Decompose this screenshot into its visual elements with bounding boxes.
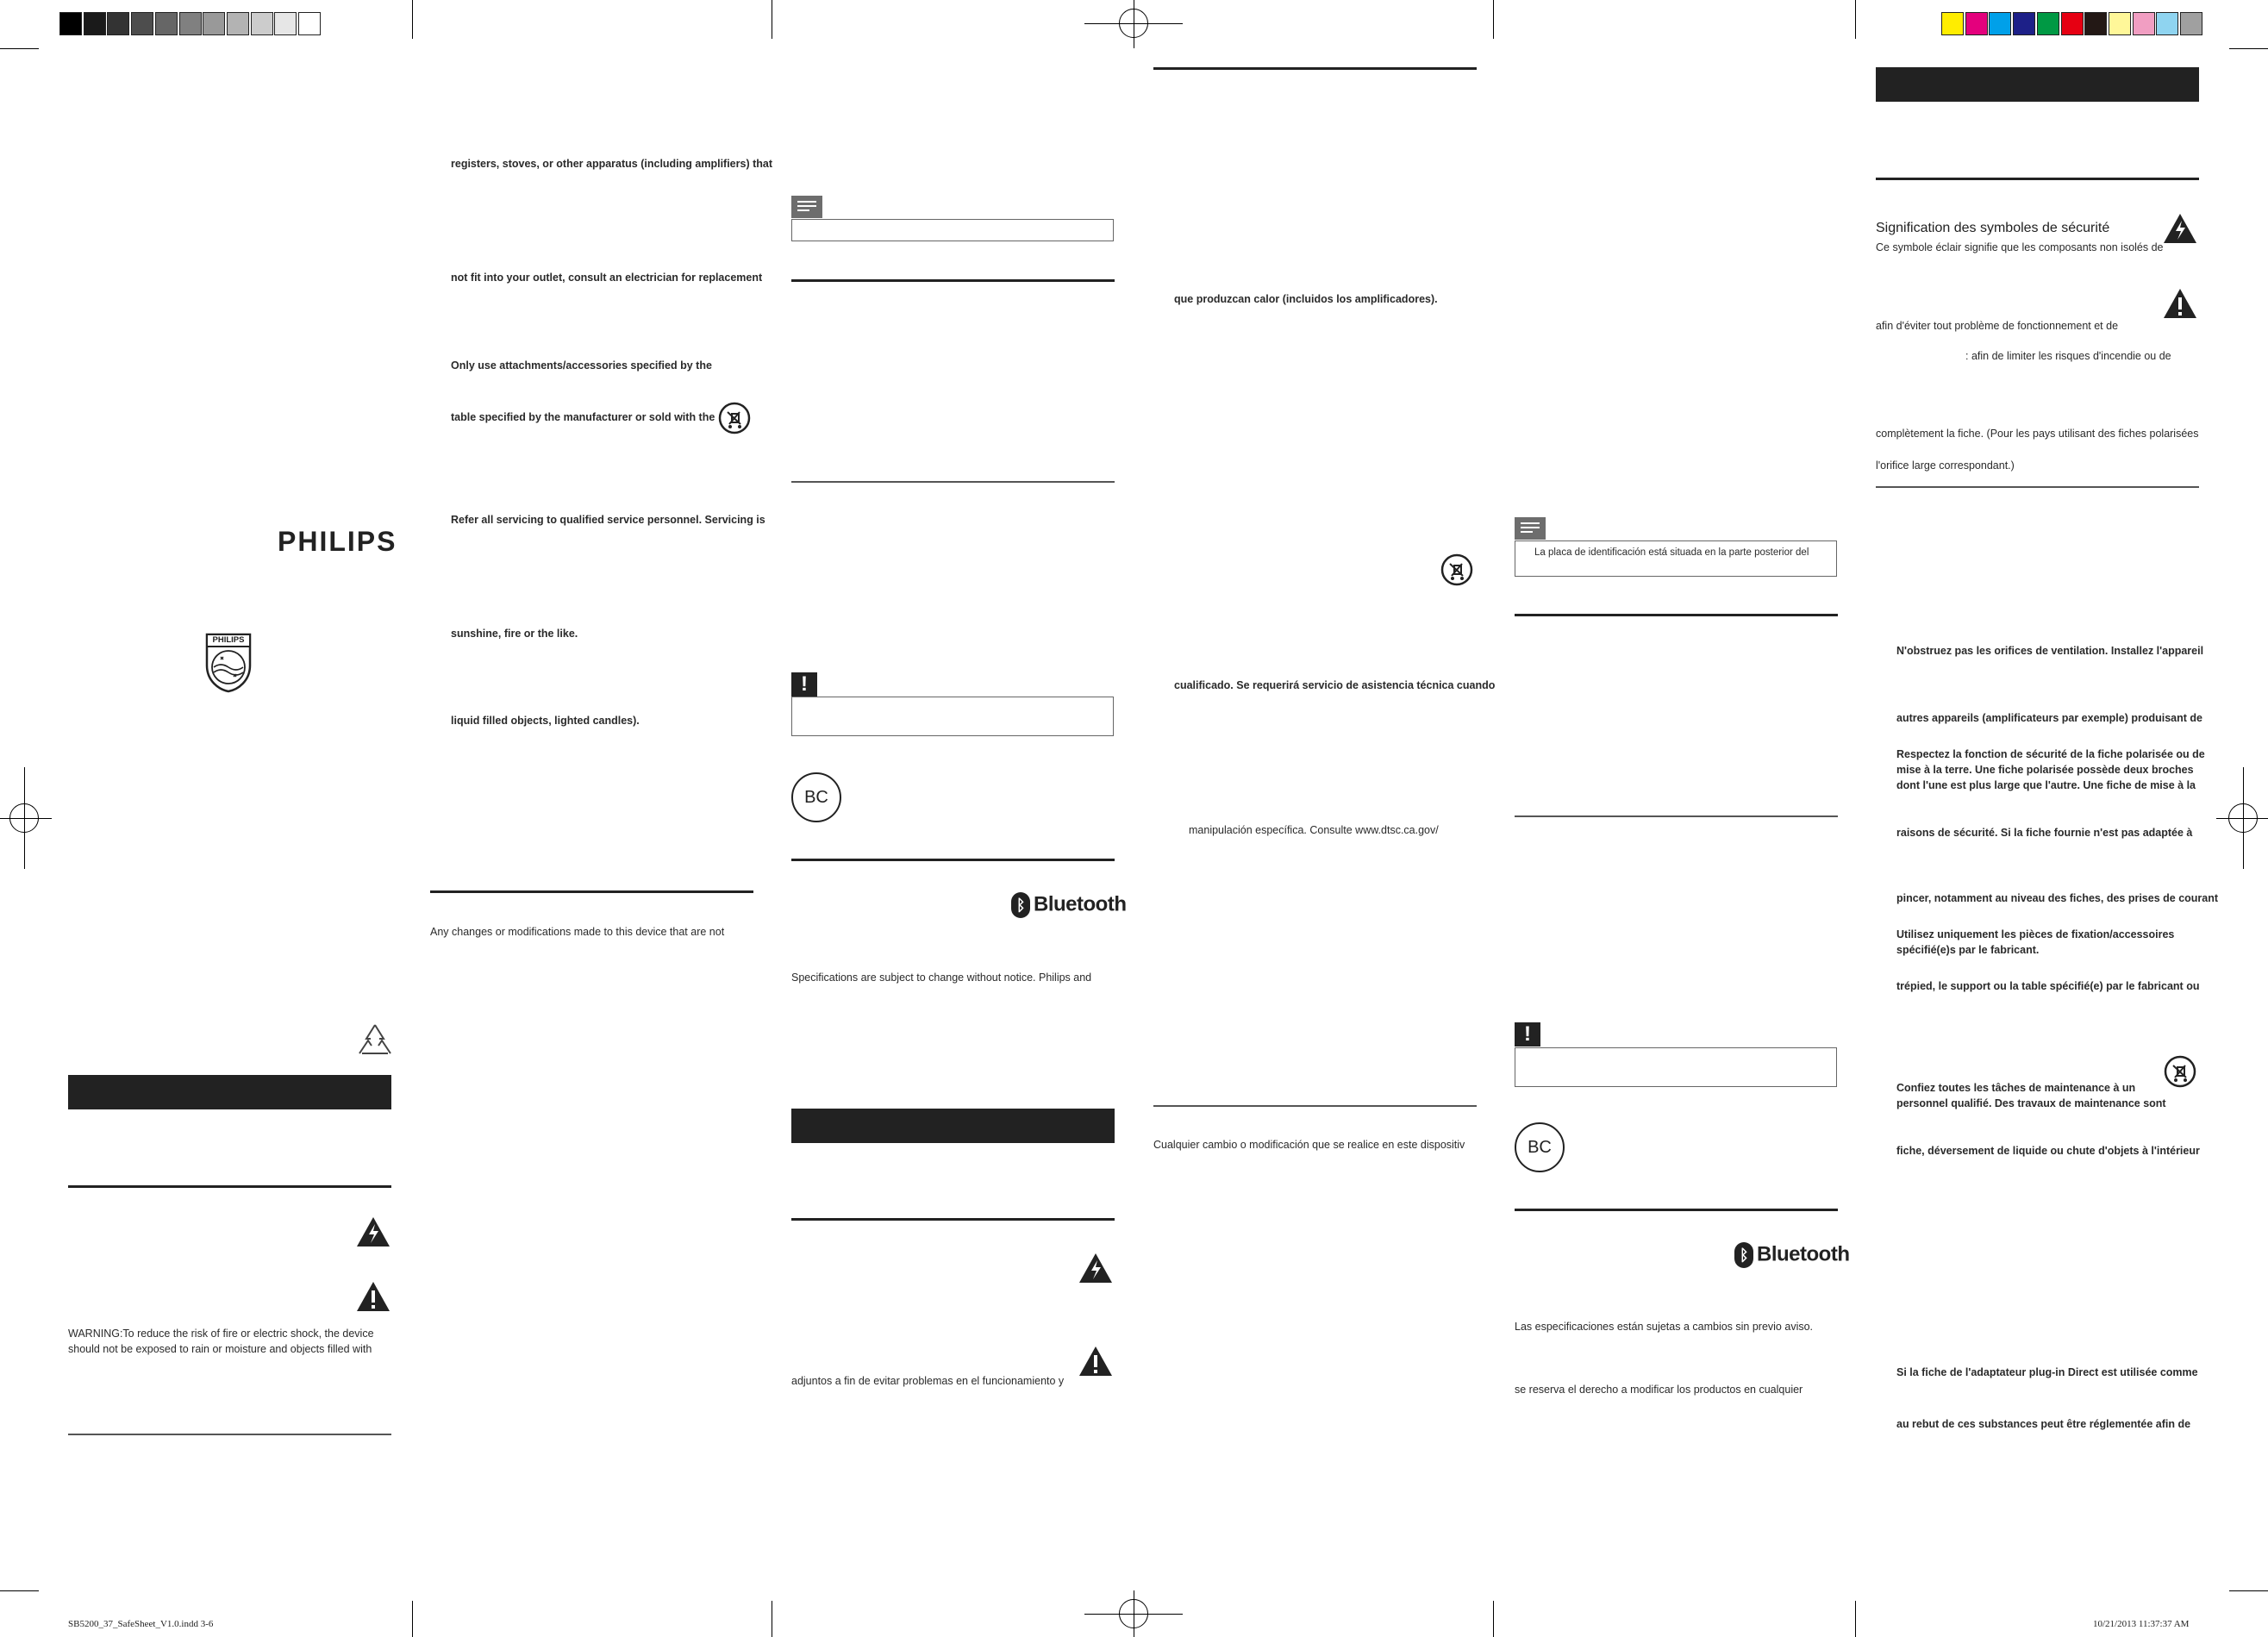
cart-tip-icon — [2164, 1055, 2196, 1092]
section-divider — [791, 1218, 1115, 1221]
french-safety-line: trépied, le support ou la table spécifié(e) par le fabricant ou — [1896, 980, 2200, 992]
section-divider — [1515, 1209, 1838, 1211]
safety-symbols-heading: Signification des symboles de sécurité — [1876, 221, 2110, 235]
calibration-swatch — [155, 12, 178, 35]
french-line: complètement la fiche. (Pour les pays utilisant des fiches polarisées — [1876, 428, 2199, 440]
crop-mark — [412, 0, 413, 39]
shield-label: PHILIPS — [212, 635, 245, 645]
exclamation-warning-icon — [355, 1280, 391, 1317]
crop-mark — [0, 1590, 39, 1591]
warning-line-1: WARNING:To reduce the risk of fire or electric shock, the device — [68, 1328, 374, 1340]
cart-tip-icon — [1440, 553, 1473, 590]
bluetooth-logo — [1734, 1242, 1849, 1268]
calibration-swatch — [2037, 12, 2059, 35]
philips-shield-icon — [203, 631, 253, 693]
french-safety-line: Utilisez uniquement les pièces de fixation/accessoires — [1896, 928, 2175, 940]
safety-line: cualificado. Se requerirá servicio de asistencia técnica cuando — [1174, 679, 1496, 691]
calibration-swatch — [2156, 12, 2178, 35]
bluetooth-label: Bluetooth — [1034, 892, 1127, 916]
section-divider — [1876, 178, 2199, 180]
french-line: afin d'éviter tout problème de fonctionnement et de — [1876, 320, 2119, 332]
french-safety-line: Respectez la fonction de sécurité de la fiche polarisée ou de — [1896, 748, 2205, 760]
french-line: l'orifice large correspondant.) — [1876, 459, 2015, 472]
caution-box — [1515, 1047, 1837, 1087]
calibration-swatch — [179, 12, 202, 35]
bluetooth-logo — [1011, 892, 1126, 918]
crop-mark — [412, 1601, 413, 1637]
note-icon — [791, 196, 822, 218]
calibration-swatch — [2013, 12, 2035, 35]
crop-mark — [2229, 48, 2268, 49]
calibration-swatch — [1965, 12, 1988, 35]
safety-line: table specified by the manufacturer or sold with the — [451, 411, 715, 423]
section-divider — [791, 481, 1115, 483]
note-text: La placa de identificación está situada en la parte posterior del — [1534, 547, 1809, 558]
safety-line: Only use attachments/accessories specified by the — [451, 359, 712, 372]
safety-line: manipulación específica. Consulte www.dtsc.ca.gov/ — [1189, 824, 1439, 836]
section-divider — [1515, 614, 1838, 616]
french-safety-line: N'obstruez pas les orifices de ventilation. Installez l'appareil — [1896, 645, 2204, 657]
safety-line: Refer all servicing to qualified service personnel. Servicing is — [451, 514, 765, 526]
bluetooth-label: Bluetooth — [1757, 1242, 1850, 1266]
calibration-swatch — [107, 12, 129, 35]
section-divider — [1876, 486, 2199, 488]
french-line: : afin de limiter les risques d'incendie ou de — [1965, 350, 2171, 362]
calibration-swatch — [2109, 12, 2131, 35]
lightning-warning-icon — [1078, 1252, 1114, 1289]
specs-line: Las especificaciones están sujetas a cambios sin previo aviso. — [1515, 1321, 1814, 1333]
bc-mark-icon: BC — [791, 772, 841, 822]
french-safety-line: spécifié(e)s par le fabricant. — [1896, 944, 2040, 956]
crop-mark — [1493, 1601, 1494, 1637]
reserve-line: se reserva el derecho a modificar los productos en cualquier — [1515, 1384, 1803, 1396]
calibration-swatch — [2061, 12, 2084, 35]
section-divider — [430, 890, 753, 893]
crop-mark — [0, 48, 39, 49]
caution-box — [791, 697, 1114, 736]
calibration-swatch — [274, 12, 297, 35]
french-safety-line: au rebut de ces substances peut être réglementée afin de — [1896, 1418, 2191, 1430]
registration-mark-line — [2243, 767, 2244, 869]
cart-tip-icon — [718, 402, 751, 439]
french-safety-line: fiche, déversement de liquide ou chute d'objets à l'intérieur — [1896, 1145, 2200, 1157]
philips-wordmark: PHILIPS — [278, 526, 397, 557]
calibration-swatch — [59, 12, 82, 35]
caution-icon: ! — [1515, 1022, 1540, 1047]
caution-icon: ! — [791, 672, 817, 697]
lightning-warning-icon — [355, 1215, 391, 1253]
bluetooth-icon: ᛒ — [1011, 892, 1030, 918]
calibration-swatch — [251, 12, 273, 35]
bc-mark-icon: BC — [1515, 1122, 1565, 1172]
crop-mark — [1855, 1601, 1856, 1637]
calibration-swatch — [2180, 12, 2202, 35]
section-title-bar — [68, 1075, 391, 1109]
fcc-line: Any changes or modifications made to this device that are not — [430, 926, 725, 938]
safety-line: sunshine, fire or the like. — [451, 628, 578, 640]
french-safety-line: raisons de sécurité. Si la fiche fournie n'est pas adaptée à — [1896, 827, 2193, 839]
section-divider — [1515, 815, 1838, 817]
safety-line: liquid filled objects, lighted candles). — [451, 715, 640, 727]
calibration-swatch — [1989, 12, 2011, 35]
file-slug: SB5200_37_SafeSheet_V1.0.indd 3-6 — [68, 1619, 214, 1629]
registration-mark-line — [2216, 818, 2268, 819]
french-safety-line: pincer, notamment au niveau des fiches, des prises de courant — [1896, 892, 2219, 904]
section-divider — [68, 1434, 391, 1435]
section-title-bar — [1876, 67, 2199, 102]
section-divider — [1153, 67, 1477, 70]
calibration-swatch — [131, 12, 153, 35]
spanish-line: adjuntos a fin de evitar problemas en el funcionamiento y — [791, 1375, 1065, 1387]
french-safety-line: Si la fiche de l'adaptateur plug-in Direct est utilisée comme — [1896, 1366, 2198, 1378]
french-line: Ce symbole éclair signifie que les composants non isolés de — [1876, 241, 2164, 253]
warning-line-2: should not be exposed to rain or moisture and objects filled with — [68, 1343, 372, 1355]
calibration-swatch — [203, 12, 225, 35]
exclamation-warning-icon — [1078, 1345, 1114, 1382]
calibration-swatch — [2084, 12, 2107, 35]
calibration-swatch — [2133, 12, 2155, 35]
section-divider — [791, 859, 1115, 861]
safety-line: not fit into your outlet, consult an electrician for replacement — [451, 272, 763, 284]
calibration-swatch — [1941, 12, 1964, 35]
crop-mark — [2229, 1590, 2268, 1591]
registration-mark-line — [24, 767, 25, 869]
safety-line: registers, stoves, or other apparatus (including amplifiers) that — [451, 158, 772, 170]
french-safety-line: mise à la terre. Une fiche polarisée possède deux broches — [1896, 764, 2194, 776]
fcc-line: Cualquier cambio o modificación que se realice en este dispositiv — [1153, 1139, 1465, 1151]
french-safety-line: dont l'une est plus large que l'autre. Une fiche de mise à la — [1896, 779, 2196, 791]
bluetooth-icon: ᛒ — [1734, 1242, 1753, 1268]
lightning-warning-icon — [2162, 212, 2198, 249]
note-box — [791, 219, 1114, 241]
section-divider — [1153, 1105, 1477, 1107]
specs-line: Specifications are subject to change without notice. Philips and — [791, 972, 1092, 984]
french-safety-line: Confiez toutes les tâches de maintenance à un — [1896, 1082, 2136, 1094]
exclamation-warning-icon — [2162, 287, 2198, 324]
section-divider — [68, 1185, 391, 1188]
note-icon — [1515, 517, 1546, 540]
calibration-swatch — [298, 12, 321, 35]
calibration-swatch — [84, 12, 106, 35]
crop-mark — [1493, 0, 1494, 39]
registration-mark-line — [0, 818, 52, 819]
section-title-bar — [791, 1109, 1115, 1143]
french-safety-line: autres appareils (amplificateurs par exemple) produisant de — [1896, 712, 2202, 724]
section-divider — [791, 279, 1115, 282]
timestamp-slug: 10/21/2013 11:37:37 AM — [2093, 1619, 2190, 1629]
crop-mark — [1855, 0, 1856, 39]
safety-line: que produzcan calor (incluidos los amplificadores). — [1174, 293, 1438, 305]
recycle-icon — [355, 1022, 395, 1057]
calibration-swatch — [227, 12, 249, 35]
french-safety-line: personnel qualifié. Des travaux de maintenance sont — [1896, 1097, 2166, 1109]
